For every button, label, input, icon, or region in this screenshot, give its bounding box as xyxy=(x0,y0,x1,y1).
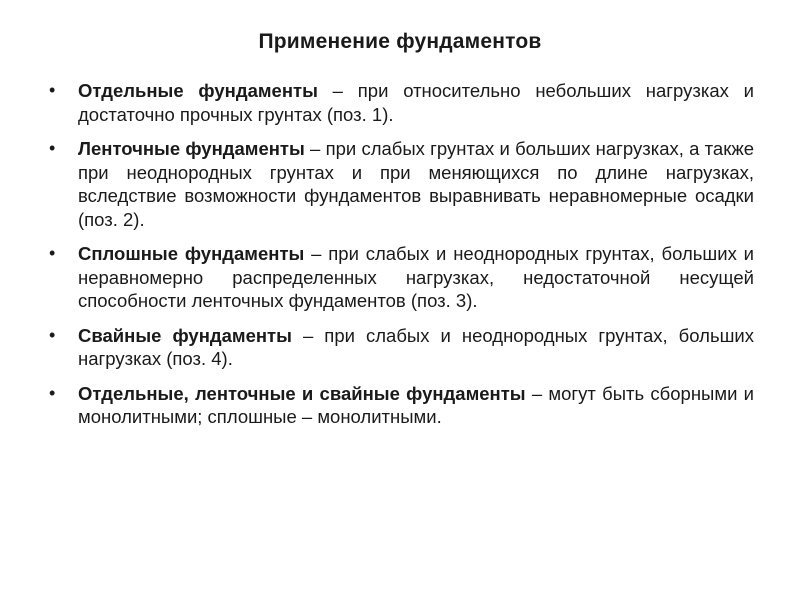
bullet-icon: • xyxy=(49,80,56,100)
bullet-icon: • xyxy=(49,138,56,158)
bullet-icon: • xyxy=(49,382,56,403)
item-term: Ленточные фундаменты xyxy=(78,138,305,159)
bullet-icon: • xyxy=(49,243,56,263)
item-term: Сплошные фундаменты xyxy=(78,243,305,264)
list-item xyxy=(46,79,754,126)
item-text: – при относительно небольших нагрузках и достаточно прочных грунтах (поз. 1). xyxy=(78,80,754,125)
item-text: – могут быть сборными и монолитными; сплошные – монолитными. xyxy=(78,382,755,427)
item-text: – при слабых и неоднородных грунтах, больших нагрузках (поз. 4). xyxy=(78,324,755,369)
item-term: Отдельные фундаменты xyxy=(78,80,318,101)
item-text: – при слабых и неоднородных грунтах, больших и неравномерно распределенных нагрузках, недостаточной несущей способности ленточных фундаментов (поз. 3). xyxy=(78,243,754,311)
list-item xyxy=(46,242,754,313)
list-item xyxy=(46,324,754,371)
list-item xyxy=(46,137,754,231)
slide-title: Применение фундаментов xyxy=(258,30,542,53)
bullet-list xyxy=(46,79,754,440)
bullet-icon: • xyxy=(49,324,56,345)
item-term: Отдельные, ленточные и свайные фундаменты xyxy=(78,382,526,404)
item-term: Свайные фундаменты xyxy=(78,324,292,346)
list-item xyxy=(46,382,754,429)
item-text: – при слабых грунтах и больших нагрузках, а также при неоднородных грунтах и при меняющихся по длине нагрузках, вследствие возможности фундаментов выравнивать неравномерные осадки (поз. 2). xyxy=(78,138,754,230)
